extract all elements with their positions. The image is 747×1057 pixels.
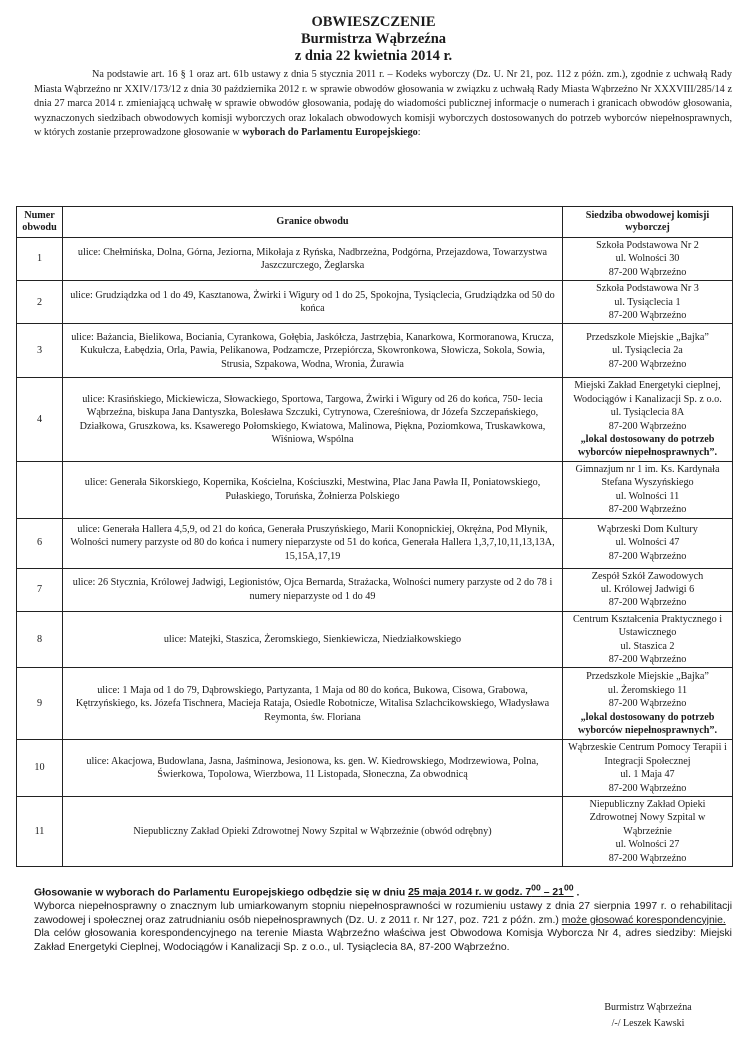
district-boundaries: ulice: Akacjowa, Budowlana, Jasna, Jaśminowa, Jesionowa, ks. gen. W. Kiedrowskiego, Modrzewiowa, Polna, Świerkowa, Topolowa, Wierzbowa, 11 Listopada, Słoneczna, Za obwodnicą bbox=[63, 740, 563, 797]
district-number: 4 bbox=[17, 378, 63, 461]
document-date: z dnia 22 kwietnia 2014 r. bbox=[294, 48, 453, 64]
vote-from-sup: 00 bbox=[531, 883, 541, 893]
seat-line: Przedszkole Miejskie „Bajka” bbox=[586, 671, 709, 683]
table-body bbox=[17, 238, 733, 867]
commission-seat bbox=[563, 324, 733, 378]
seat-line: 87-200 Wąbrzeźno bbox=[608, 852, 687, 864]
district-boundaries: ulice: Matejki, Staszica, Żeromskiego, Sienkiewicza, Niedziałkowskiego bbox=[63, 611, 563, 668]
seat-line: 87-200 Wąbrzeźno bbox=[608, 782, 687, 794]
table-row bbox=[17, 796, 733, 866]
header-number: Numer obwodu bbox=[17, 207, 63, 238]
header-seat: Siedziba obwodowej komisji wyborczej bbox=[563, 207, 733, 238]
district-number: 9 bbox=[17, 668, 63, 740]
seat-line: Niepubliczny Zakład Opieki Zdrowotnej Nowy Szpital w Wąbrzeźnie bbox=[589, 798, 706, 837]
district-boundaries: ulice: Generała Sikorskiego, Kopernika, Kościelna, Kościuszki, Mestwina, Plac Jana Pawła II, Poniatowskiego, Pułaskiego, Toruńska, Żołnierza Polskiego bbox=[63, 461, 563, 518]
correspondence-vote-note: może głosować korespondencyjnie. bbox=[561, 914, 726, 926]
seat-line: Centrum Kształcenia Praktycznego i Ustawicznego bbox=[572, 613, 723, 639]
commission-seat bbox=[563, 461, 733, 518]
district-number: 10 bbox=[17, 740, 63, 797]
district-boundaries: ulice: Generała Hallera 4,5,9, od 21 do końca, Generała Pruszyńskiego, Marii Konopnickiej, Okrężna, Pod Młynik, Wolności numery parzyste od 80 do końca i numery nieparzyste od 51 do końca, Generała Hallera 1,3,7,10,11,13,13A, 15,15A,17,19 bbox=[63, 518, 563, 568]
signature-title: Burmistrz Wąbrzeźna bbox=[604, 1002, 692, 1013]
district-number: 11 bbox=[17, 796, 63, 866]
commission-seat bbox=[563, 378, 733, 461]
seat-line: Szkoła Podstawowa Nr 2 bbox=[596, 240, 699, 251]
seat-line: ul. Tysiąclecia 8A bbox=[610, 407, 685, 419]
district-boundaries: ulice: Krasińskiego, Mickiewicza, Słowackiego, Sportowa, Targowa, Żwirki i Wigury od 26 do końca, 750- lecia Wąbrzeźna, biskupa Jana Dantyszka, Bolesława Szczuki, Cytrynowa, Czereśniowa, dr Józefa Szczepańskiego, Działkowa, Gruszkowa, ks. Ksawerego Połomskiego, Kwiatowa, Malinowa, Piękna, Poziomkowa, Truskawkowa, Wiśniowa, Wspólna bbox=[63, 378, 563, 461]
document-title: OBWIESZCZENIE bbox=[311, 14, 436, 30]
table-row bbox=[17, 518, 733, 568]
seat-line: ul. Żeromskiego 11 bbox=[607, 684, 688, 696]
district-boundaries: ulice: Grudziądzka od 1 do 49, Kasztanowa, Żwirki i Wigury od 1 do 25, Spokojna, Tysiąclecia, Grudziądzka od 50 do końca bbox=[63, 281, 563, 324]
district-boundaries: ulice: 1 Maja od 1 do 79, Dąbrowskiego, Partyzanta, 1 Maja od 80 do końca, Bukowa, Cisowa, Grabowa, Kętrzyńskiego, ks. Józefa Tischnera, Macieja Rataja, Osiedle Robotnicze, Witalisa Szlachcikowskiego, Władysława Reymonta, św. Floriana bbox=[63, 668, 563, 740]
vote-dash: – 21 bbox=[540, 887, 564, 899]
seat-line: ul. Tysiąclecia 1 bbox=[614, 296, 681, 308]
vote-date bbox=[408, 883, 574, 899]
seat-line: 87-200 Wąbrzeźno bbox=[608, 653, 687, 665]
district-boundaries: ulice: Chełmińska, Dolna, Górna, Jeziorna, Mikołaja z Ryńska, Nadbrzeżna, Podgórna, Przejazdowa, Towarzystwa Jaszczurczego, Żeglarska bbox=[63, 238, 563, 281]
districts-table bbox=[16, 206, 733, 867]
seat-line: ul. Wolności 11 bbox=[615, 490, 680, 502]
district-boundaries: ulice: Bażancia, Bielikowa, Bociania, Cyrankowa, Gołębia, Jaskółcza, Jastrzębia, Kanarkowa, Kormoranowa, Krucza, Kukułcza, Łabędzia, Orla, Pawia, Pelikanowa, Podzamcze, Przepiórcza, Skowronkowa, Słowicza, Sokola, Sowia, Strusia, Szpakowa, Wodna, Wronia, Żurawia bbox=[63, 324, 563, 378]
commission-seat bbox=[563, 518, 733, 568]
signature-block bbox=[578, 1000, 718, 1032]
seat-line: ul. 1 Maja 47 bbox=[620, 769, 675, 781]
district-number: 7 bbox=[17, 568, 63, 611]
seat-line: Wąbrzeski Dom Kultury bbox=[597, 523, 698, 535]
district-number bbox=[17, 461, 63, 518]
vote-prefix: Głosowanie w wyborach do Parlamentu Europejskiego odbędzie się w dniu bbox=[34, 887, 409, 899]
table-row bbox=[17, 668, 733, 740]
intro-text: Na podstawie art. 16 § 1 oraz art. 61b ustawy z dnia 5 stycznia 2011 r. – Kodeks wyborczy (Dz. U. Nr 21, poz. 112 z późn. zm.), zgodnie z uchwałą Rady Miasta Wąbrzeźno nr XXIV/173/12 z dnia 30 października 2012 r. w sprawie obwodów głosowania w związku z uchwałą Rady Miasta Wąbrzeźno Nr XXXVIII/285/14 z dnia 27 marca 2014 r. zmieniającą uchwałę w sprawie obwodów głosowania, podaję do wiadomości publicznej informacje o numerach i granicach obwodów głosowania, wyznaczonych siedzibach obwodowych komisji wyborczych oraz lokalach obwodowych komisji wyborczych dostosowanych do potrzeb wyborców niepełnosprawnych, w których zostanie przeprowadzone głosowanie w bbox=[34, 69, 732, 139]
district-number: 6 bbox=[17, 518, 63, 568]
correspondence-commission-paragraph: Dla celów głosowania korespondencyjnego na terenie Miasta Wąbrzeźno właściwa jest Obwodowa Komisja Wyborcza Nr 4, adres siedziby: Miejski Zakład Energetyki Cieplnej, Wodociągów i Kanalizacji Sp. z o.o., ul. Tysiąclecia 8A, 87-200 Wąbrzeźno. bbox=[34, 928, 732, 953]
intro-paragraph bbox=[34, 68, 732, 141]
commission-seat bbox=[563, 796, 733, 866]
header-boundaries: Granice obwodu bbox=[63, 207, 563, 238]
table-row bbox=[17, 461, 733, 518]
intro-end: : bbox=[417, 127, 421, 139]
seat-line: Szkoła Podstawowa Nr 3 bbox=[596, 283, 699, 295]
seat-line: ul. Wolności 47 bbox=[615, 537, 680, 549]
table-row bbox=[17, 378, 733, 461]
seat-line: 87-200 Wąbrzeźno bbox=[608, 266, 687, 278]
table-row bbox=[17, 281, 733, 324]
commission-seat bbox=[563, 281, 733, 324]
seat-line: Zespół Szkół Zawodowych bbox=[591, 570, 704, 582]
vote-end: . bbox=[573, 887, 580, 899]
voting-date-line bbox=[34, 882, 732, 900]
commission-seat bbox=[563, 611, 733, 668]
seat-line: ul. Wolności 27 bbox=[615, 839, 680, 851]
seat-line: ul. Tysiąclecia 2a bbox=[612, 345, 683, 357]
accessible-location-note: „lokal dostosowany do potrzeb wyborców niepełnosprawnych”. bbox=[577, 434, 718, 459]
seat-line: Gimnazjum nr 1 im. Ks. Kardynała Stefana Wyszyńskiego bbox=[575, 463, 720, 489]
table-row bbox=[17, 568, 733, 611]
footer-notice bbox=[34, 882, 732, 954]
table-row bbox=[17, 324, 733, 378]
disabled-voter-text: Wyborca niepełnosprawny o znacznym lub umiarkowanym stopniu niepełnosprawności w rozumieniu ustawy z dnia 27 sierpnia 1997 r. o rehabilitacji zawodowej i społecznej oraz zatrudnianiu osób niepełnosprawnych (Dz. U. z 2011 r. Nr 127, poz. 721 z późn. zm.) bbox=[34, 901, 732, 926]
commission-seat bbox=[563, 740, 733, 797]
seat-line: 87-200 Wąbrzeźno bbox=[608, 358, 687, 370]
seat-line: 87-200 Wąbrzeźno bbox=[608, 310, 687, 322]
intro-bold-text: wyborach do Parlamentu Europejskiego bbox=[242, 127, 418, 139]
district-boundaries: ulice: 26 Stycznia, Królowej Jadwigi, Legionistów, Ojca Bernarda, Strażacka, Wolności numery parzyste od 2 do 78 i numery nieparzyste od 1 do 49 bbox=[63, 568, 563, 611]
disabled-voter-paragraph bbox=[34, 900, 732, 927]
seat-line: 87-200 Wąbrzeźno bbox=[608, 698, 687, 710]
district-number: 8 bbox=[17, 611, 63, 668]
vote-date-text: 25 maja 2014 r. w godz. 7 bbox=[408, 887, 532, 899]
seat-line: 87-200 Wąbrzeźno bbox=[608, 504, 687, 516]
table-row bbox=[17, 740, 733, 797]
accessible-location-note: „lokal dostosowany do potrzeb wyborców niepełnosprawnych”. bbox=[577, 711, 718, 736]
seat-line: ul. Staszica 2 bbox=[620, 640, 675, 652]
district-number: 2 bbox=[17, 281, 63, 324]
table-row bbox=[17, 611, 733, 668]
document-issuer: Burmistrza Wąbrzeźna bbox=[300, 31, 447, 47]
table-row bbox=[17, 238, 733, 281]
commission-seat bbox=[563, 238, 733, 281]
document-header bbox=[0, 14, 747, 65]
commission-seat bbox=[563, 568, 733, 611]
seat-line: ul. Wolności 30 bbox=[615, 253, 680, 265]
seat-line: 87-200 Wąbrzeźno bbox=[608, 597, 687, 609]
district-boundaries: Niepubliczny Zakład Opieki Zdrowotnej Nowy Szpital w Wąbrzeźnie (obwód odrębny) bbox=[63, 796, 563, 866]
seat-line: Wąbrzeskie Centrum Pomocy Terapii i Integracji Społecznej bbox=[568, 742, 727, 767]
seat-line: ul. Królowej Jadwigi 6 bbox=[600, 583, 695, 595]
signature-name: /-/ Leszek Kawski bbox=[611, 1018, 685, 1029]
vote-to-sup: 00 bbox=[563, 883, 574, 893]
table-header-row bbox=[17, 207, 733, 238]
district-number: 1 bbox=[17, 238, 63, 281]
seat-line: 87-200 Wąbrzeźno bbox=[608, 550, 687, 562]
seat-line: Miejski Zakład Energetyki cieplnej, Wodociągów i Kanalizacji Sp. z o.o. bbox=[573, 380, 722, 405]
seat-line: 87-200 Wąbrzeźno bbox=[608, 420, 687, 432]
seat-line: Przedszkole Miejskie „Bajka” bbox=[586, 331, 709, 343]
district-number: 3 bbox=[17, 324, 63, 378]
commission-seat bbox=[563, 668, 733, 740]
